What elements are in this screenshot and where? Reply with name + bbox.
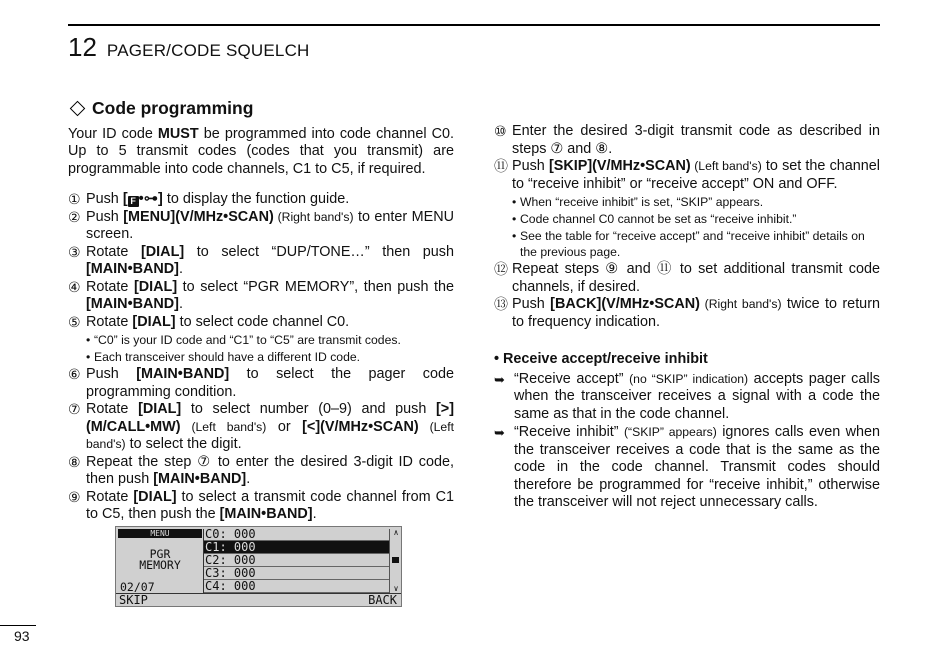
diamond-icon (70, 101, 86, 117)
step-7-text-b: to select number (0–9) and push (181, 401, 436, 417)
step-text (86, 314, 454, 332)
intro-text-b: be programmed into code channel C0. Up to 5 transmit codes (codes that you transmit) are programmable into code channels, C1 to C5, if required. (68, 125, 454, 177)
step-2 (68, 209, 454, 244)
step-number: ⑪ (494, 158, 508, 174)
step-8 (68, 454, 454, 489)
step-text (86, 454, 454, 489)
step-text (86, 366, 454, 401)
step-6-text-a: Push (86, 366, 137, 382)
lcd-code-row-c3: C3: 000 (204, 567, 389, 580)
step-12 (494, 261, 880, 296)
step-11-note-3: • See the table for “receive accept” and “receive inhibit” details on the previous page. (494, 228, 880, 260)
note-text: Code channel C0 cannot be set as “receive inhibit.” (520, 212, 797, 226)
chapter-number: 12 (68, 32, 97, 62)
band-note: (Right band's) (699, 297, 782, 311)
dial-key-label: [DIAL] (141, 243, 185, 260)
intro-must: MUST (157, 125, 199, 142)
step-4-text-b: to select “PGR MEMORY”, then push the (177, 278, 454, 295)
note-text: Each transceiver should have a different ID code. (94, 350, 361, 364)
lcd-code-row-c4: C4: 000 (204, 580, 389, 593)
step-5-text-a: Rotate (86, 313, 133, 330)
dial-key-label: [DIAL] (132, 313, 176, 330)
step-number: ⑬ (494, 296, 508, 312)
lcd-title-line-2: MEMORY (139, 558, 181, 572)
arrow-icon: ➥ (494, 371, 505, 387)
step-1 (68, 191, 454, 209)
step-9-text-a: Rotate (86, 488, 134, 505)
step-9 (68, 489, 454, 524)
receive-accept-item (494, 371, 880, 424)
step-1-text-a: Push (86, 191, 123, 207)
step-number: ③ (68, 243, 81, 260)
lcd-code-row-c2: C2: 000 (204, 554, 389, 567)
receive-inhibit-text-b: ignores calls even when the transceiver receives a code that is the same as the code in the code channel. Transmit codes should therefore be programmed for “receive inhibit,” otherwise the transceiver will not reject unnecessary calls. (514, 424, 881, 510)
skip-key-label: [SKIP](V/MHz•SCAN) (548, 158, 691, 174)
main-band-key-label: [MAIN•BAND] (136, 366, 230, 382)
band-note: (Left band's) (690, 159, 762, 173)
step-number: ⑧ (68, 453, 81, 470)
step-text (512, 296, 880, 331)
step-13 (494, 296, 880, 331)
step-5-note-2: • Each transceiver should have a different ID code. (68, 349, 454, 365)
step-7 (68, 401, 454, 454)
step-3-text-b: to select “DUP/TONE…” then push (184, 243, 454, 260)
step-11-text-b: to set the channel to “receive inhibit” or “receive accept” ON and OFF. (512, 158, 880, 192)
step-11-note-1: • When “receive inhibit” is set, “SKIP” appears. (494, 194, 880, 210)
step-11-note-2: • Code channel C0 cannot be set as “receive inhibit.” (494, 211, 880, 227)
note-text: See the table for “receive accept” and “receive inhibit” details on the previous page. (520, 229, 865, 259)
step-2-text-b: to enter MENU screen. (86, 208, 454, 242)
step-number: ⑨ (68, 488, 81, 505)
left-column (68, 100, 454, 524)
dial-key-label: [DIAL] (133, 278, 178, 295)
scroll-up-icon: ∧ (393, 528, 399, 537)
step-13-text-a: Push (512, 296, 551, 312)
note-text: “C0” is your ID code and “C1” to “C5” are transmit codes. (94, 333, 401, 347)
lcd-softkey-bar (116, 593, 401, 607)
lcd-skip-softkey: SKIP (119, 593, 148, 607)
page-number-rule (0, 625, 36, 626)
dial-key-label: [DIAL] (133, 488, 177, 505)
step-number: ⑫ (494, 261, 508, 277)
step-number: ⑤ (68, 313, 81, 330)
main-band-key-label: [MAIN•BAND] (219, 506, 313, 522)
step-5 (68, 314, 454, 332)
left-arrow-key-label: [<](V/MHz•SCAN) (302, 418, 419, 435)
receive-inhibit-text (514, 424, 880, 512)
scroll-thumb (392, 557, 399, 563)
step-text (86, 191, 454, 209)
back-key-label: [BACK](V/MHz•SCAN) (550, 296, 700, 312)
lcd-title-line-1: PGR (149, 547, 171, 561)
main-band-key-label: [MAIN•BAND] (153, 471, 247, 487)
right-column (494, 123, 880, 513)
step-5-note-1: • “C0” is your ID code and “C1” to “C5” are transmit codes. (68, 332, 454, 348)
step-text (512, 158, 880, 193)
lcd-display (115, 526, 402, 607)
step-8-text-a: Repeat the step ⑦ to enter the desired 3-digit ID code, then push (86, 453, 454, 487)
function-key-label (123, 191, 163, 207)
arrow-icon: ➥ (494, 425, 505, 440)
step-7-text-d: to select the digit. (125, 436, 242, 452)
step-7-text-a: Rotate (86, 401, 139, 417)
step-number: ④ (68, 278, 81, 295)
step-text: Repeat steps ⑨ and ⑪ to set additional transmit code channels, if desired. (512, 261, 880, 295)
step-text: Enter the desired 3-digit transmit code as described in steps ⑦ and ⑧. (512, 123, 880, 157)
band-note: (Left band's) (86, 419, 454, 451)
step-8-text-b: . (246, 471, 251, 487)
step-4-text-a: Rotate (86, 278, 134, 295)
step-11 (494, 158, 880, 193)
lcd-code-row-c1-selected: C1: 000 (204, 541, 389, 554)
step-text (86, 279, 454, 314)
step-text (86, 244, 454, 279)
step-number: ① (68, 191, 81, 207)
step-number: ⑦ (68, 401, 81, 417)
step-number: ⑩ (494, 123, 507, 139)
lcd-code-list (204, 528, 389, 593)
step-number: ⑥ (68, 366, 81, 382)
step-9-text-b: to select a transmit code channel from C1 to C5, then push the (86, 488, 454, 522)
step-text (86, 401, 454, 454)
function-icon: F (128, 196, 139, 207)
top-rule (68, 24, 880, 26)
menu-key-label: [MENU](V/MHz•SCAN) (123, 208, 274, 225)
receive-inhibit-note: (“SKIP” appears) (623, 425, 717, 439)
lcd-back-softkey: BACK (368, 593, 397, 607)
receive-accept-text (514, 371, 880, 424)
section-title (68, 100, 454, 118)
step-1-text-b: to display the function guide. (162, 191, 350, 207)
step-7-text-c: or (266, 418, 303, 435)
step-9-text-c: . (312, 506, 317, 522)
receive-inhibit-item (494, 424, 880, 512)
note-text: When “receive inhibit” is set, “SKIP” appears. (520, 195, 764, 209)
band-note: (Right band's) (273, 209, 354, 224)
section-title-text: Code programming (92, 98, 254, 118)
step-3-text-a: Rotate (86, 243, 141, 260)
chapter-header (68, 32, 310, 63)
band-note: (Left band's) (180, 419, 267, 434)
step-4 (68, 279, 454, 314)
dial-key-label: [DIAL] (138, 401, 182, 417)
intro-text-a: Your ID code (68, 125, 158, 142)
key-bracket-open: [ (122, 191, 128, 207)
receive-accept-text-b: accepts pager calls when the transceiver receives a signal with a code the same as that in the code channel. (514, 370, 880, 422)
step-6 (68, 366, 454, 401)
chapter-title: PAGER/CODE SQUELCH (106, 41, 310, 60)
step-2-text-a: Push (86, 208, 124, 225)
step-3 (68, 244, 454, 279)
main-band-key-label: [MAIN•BAND] (86, 296, 179, 312)
lcd-menu-label: MENU (118, 529, 202, 538)
step-13-text-b: twice to return to frequency indication. (512, 296, 880, 330)
step-5-text-b: to select code channel C0. (175, 313, 350, 330)
right-arrow-key-label: [>](M/CALL•MW) (86, 401, 454, 435)
receive-subsection-title: • Receive accept/receive inhibit (494, 351, 708, 367)
step-4-text-c: . (178, 296, 183, 312)
step-10 (494, 123, 880, 158)
main-band-key-label: [MAIN•BAND] (86, 261, 179, 277)
receive-accept-note: (no “SKIP” indication) (629, 371, 749, 386)
step-number: ② (68, 208, 81, 225)
receive-accept-text-a: “Receive accept” (514, 370, 630, 387)
lcd-title (118, 549, 202, 571)
step-text (86, 209, 454, 244)
intro-paragraph (68, 126, 454, 179)
lcd-scrollbar (389, 529, 401, 593)
lcd-code-row-c0: C0: 000 (204, 528, 389, 541)
lcd-item-count: 02/07 (120, 580, 155, 594)
receive-inhibit-text-a: “Receive inhibit” (514, 424, 624, 440)
step-11-text-a: Push (512, 158, 549, 174)
key-lock-icon: •⊶] (138, 191, 163, 207)
step-3-text-c: . (178, 261, 183, 277)
step-6-text-b: to select the pager code programming condition. (86, 366, 454, 400)
step-text (86, 489, 454, 524)
scroll-down-icon: ∨ (393, 584, 399, 593)
page-number: 93 (14, 628, 30, 644)
